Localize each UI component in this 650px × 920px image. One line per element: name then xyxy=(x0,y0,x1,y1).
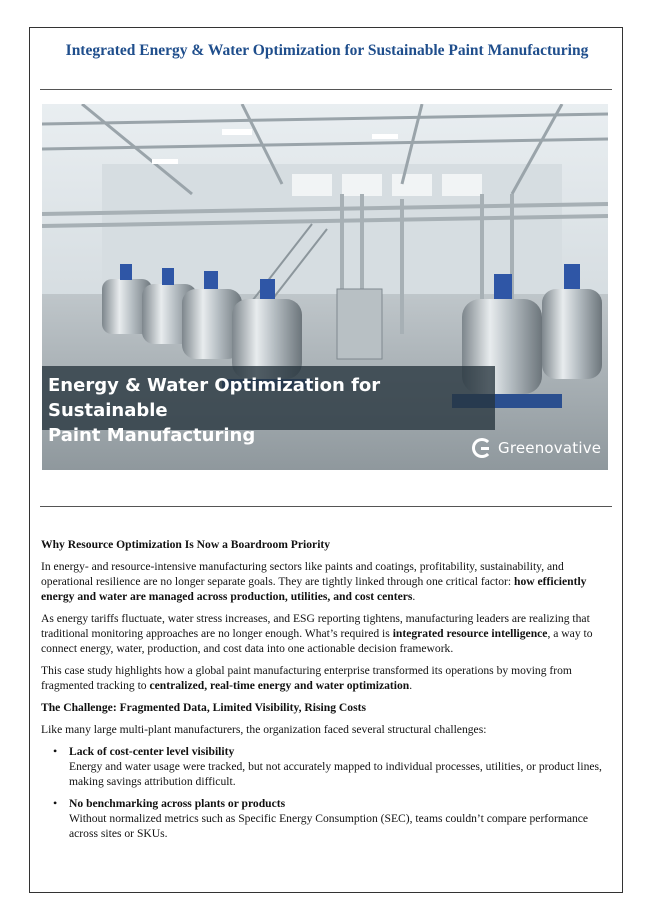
section-heading-why: Why Resource Optimization Is Now a Boardroom Priority xyxy=(41,538,331,551)
page-frame xyxy=(29,27,623,893)
challenge-intro: Like many large multi-plant manufacturers, the organization faced several structural challenges: xyxy=(41,723,487,736)
greenovative-logo-icon xyxy=(472,438,492,458)
list-item-title: • Lack of cost-center level visibility xyxy=(69,745,235,758)
brand-logo xyxy=(472,438,601,458)
hero-banner-line-2: Paint Manufacturing xyxy=(48,425,256,446)
challenge-list xyxy=(41,744,613,841)
hero-banner-line-1: Energy & Water Optimization for Sustainable xyxy=(48,375,381,421)
brand-name: Greenovative xyxy=(498,439,602,457)
paragraph-2: As energy tariffs fluctuate, water stress increases, and ESG reporting tightens, manufacturing leaders are realizing that traditional monitoring approaches are no longer enough. What’s required is integrated resource intelligence, a way to connect energy, water, production, and cost data into one actionable decision framework. xyxy=(41,612,593,655)
bottom-divider xyxy=(40,506,612,507)
paragraph-1: In energy- and resource-intensive manufacturing sectors like paints and coatings, profitability, sustainability, and operational resilience are no longer separate goals. They are tightly linked through one critical factor: how efficiently energy and water are managed across production, utilities, and cost centers. xyxy=(41,560,587,603)
article-body xyxy=(41,537,613,848)
list-item-body: Without normalized metrics such as Specific Energy Consumption (SEC), teams couldn’t compare performance across sites or SKUs. xyxy=(69,812,589,840)
hero-banner-text xyxy=(48,373,495,448)
top-divider xyxy=(40,89,612,90)
list-item-title: • No benchmarking across plants or products xyxy=(69,797,286,810)
list-item xyxy=(69,744,613,789)
section-heading-challenge: The Challenge: Fragmented Data, Limited Visibility, Rising Costs xyxy=(41,701,366,714)
hero-image xyxy=(42,104,608,470)
document-title: Integrated Energy & Water Optimization for Sustainable Paint Manufacturing xyxy=(65,42,589,59)
paragraph-3: This case study highlights how a global paint manufacturing enterprise transformed its operations by moving from fragmented tracking to centralized, real-time energy and water optimization. xyxy=(41,664,572,692)
hero-banner xyxy=(42,366,495,446)
list-item xyxy=(69,796,613,841)
list-item-body: Energy and water usage were tracked, but not accurately mapped to individual processes, utilities, or product lines, making savings attribution difficult. xyxy=(69,760,602,788)
